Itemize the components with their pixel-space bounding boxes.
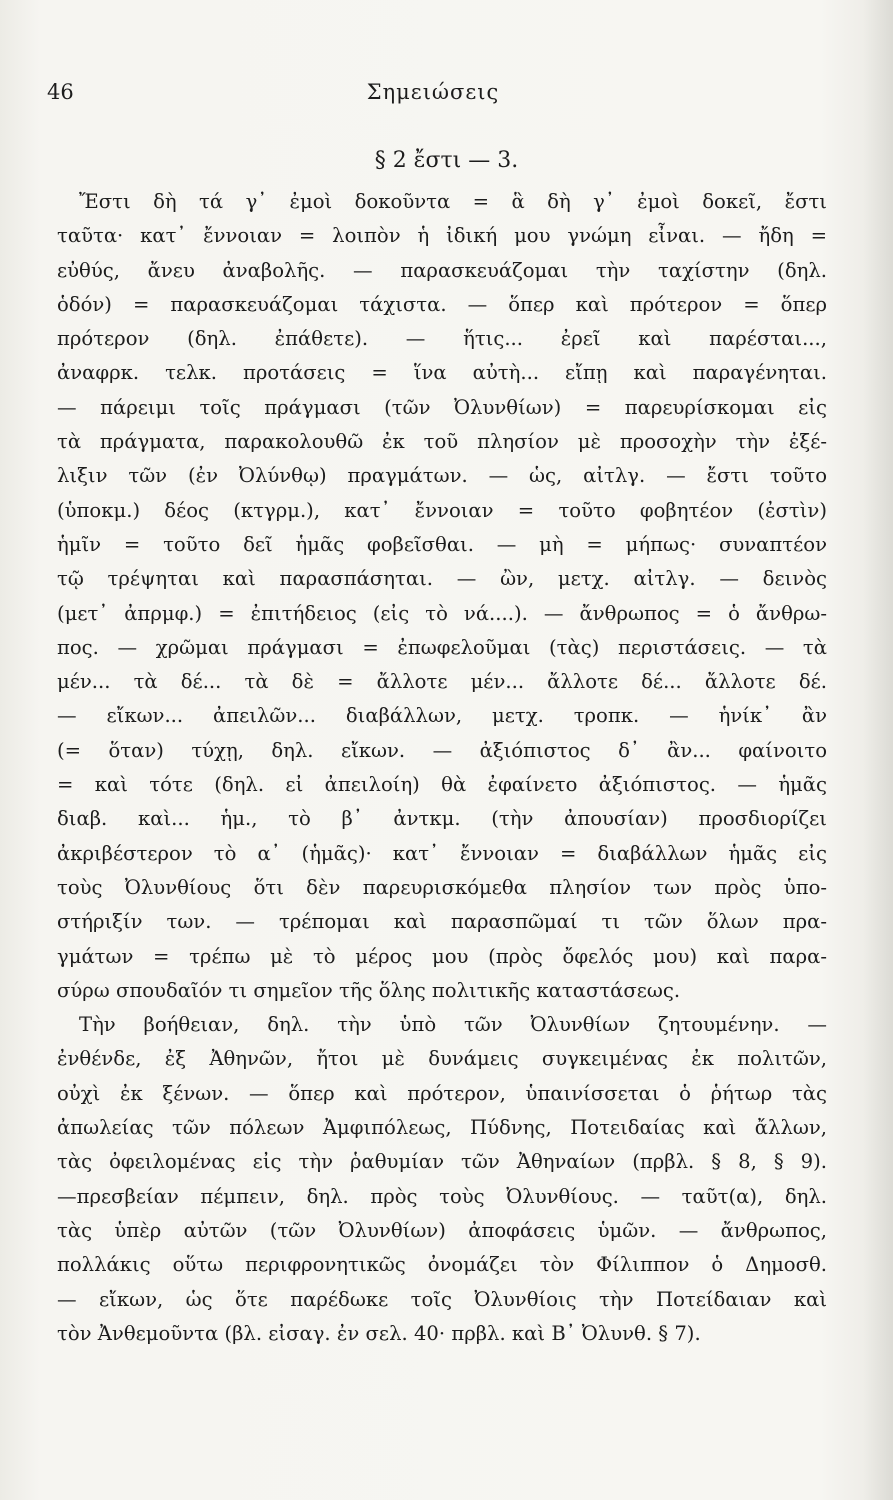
text-line: μέν... τὰ δέ... τὰ δὲ = ἄλλοτε μέν... ἄλλοτε δέ... ἄλλοτε δέ. bbox=[57, 670, 827, 694]
text-line: τοὺς Ὀλυνθίους ὅτι δὲν παρευρισκόμεθα πλησίον των πρὸς ὑπο- bbox=[57, 875, 827, 899]
text-line: — εἴκων, ὡς ὅτε παρέδωκε τοῖς Ὀλυνθίοις τὴν Ποτείδαιαν καὶ bbox=[57, 1287, 827, 1311]
text-line: οὐχὶ ἐκ ξένων. — ὅπερ καὶ πρότερον, ὑπαινίσσεται ὁ ῥήτωρ τὰς bbox=[57, 1081, 827, 1105]
text-line: τὰς ὑπὲρ αὐτῶν (τῶν Ὀλυνθίων) ἀποφάσεις ὑμῶν. — ἄνθρωπος, bbox=[57, 1218, 827, 1242]
text-line: (μετ᾽ ἀπρμφ.) = ἐπιτήδειος (εἰς τὸ νά....). — ἄνθρωπος = ὁ ἄνθρω- bbox=[57, 601, 827, 625]
text-line: (= ὅταν) τύχῃ, δηλ. εἴκων. — ἀξιόπιστος δ᾽ ἂν... φαίνοιτο bbox=[57, 738, 827, 762]
text-line: διαβ. καὶ... ἡμ., τὸ β᾽ ἀντκμ. (τὴν ἀπουσίαν) προσδιορίζει bbox=[57, 807, 827, 831]
text-line: ἀπωλείας τῶν πόλεων Ἀμφιπόλεως, Πύδνης, Ποτειδαίας καὶ ἄλλων, bbox=[57, 1116, 827, 1140]
page-edge-shadow bbox=[863, 0, 893, 1500]
text-line: πος. — χρῶμαι πράγμασι = ἐπωφελοῦμαι (τὰς) περιστάσεις. — τὰ bbox=[57, 635, 827, 659]
text-line: — πάρειμι τοῖς πράγμασι (τῶν Ὀλυνθίων) = παρευρίσκομαι εἰς bbox=[57, 395, 827, 419]
text-line: γμάτων = τρέπω μὲ τὸ μέρος μου (πρὸς ὄφελός μου) καὶ παρα- bbox=[57, 944, 827, 968]
text-line: λιξιν τῶν (ἐν Ὀλύνθῳ) πραγμάτων. — ὡς, αἰτλγ. — ἔστι τοῦτο bbox=[57, 464, 827, 488]
text-line: ἀκριβέστερον τὸ α᾽ (ἡμᾶς)· κατ᾽ ἔννοιαν = διαβάλλων ἡμᾶς εἰς bbox=[57, 841, 827, 865]
text-line: ὁδόν) = παρασκευάζομαι τάχιστα. — ὅπερ καὶ πρότερον = ὅπερ bbox=[57, 292, 827, 316]
text-line: ἀναφρκ. τελκ. προτάσεις = ἵνα αὐτὴ... εἴπῃ καὶ παραγένηται. bbox=[57, 361, 827, 385]
text-line: ἡμῖν = τοῦτο δεῖ ἡμᾶς φοβεῖσθαι. — μὴ = μήπως· συναπτέον bbox=[57, 532, 827, 556]
text-line: —πρεσβείαν πέμπειν, δηλ. πρὸς τοὺς Ὀλυνθίους. — ταῦτ(α), δηλ. bbox=[57, 1184, 827, 1208]
text-line: ἐνθένδε, ἐξ Ἀθηνῶν, ἤτοι μὲ δυνάμεις συγκειμένας ἐκ πολιτῶν, bbox=[57, 1047, 827, 1071]
text-line: τὸν Ἀνθεμοῦντα (βλ. εἰσαγ. ἐν σελ. 40· πρβλ. καὶ Β᾽ Ὀλυνθ. § 7). bbox=[57, 1321, 701, 1345]
text-line: πολλάκις οὕτω περιφρονητικῶς ὀνομάζει τὸν Φίλιππον ὁ Δημοσθ. bbox=[57, 1253, 827, 1277]
text-line: πρότερον (δηλ. ἐπάθετε). — ἥτις... ἐρεῖ καὶ παρέσται..., bbox=[57, 327, 827, 351]
page-number: 46 bbox=[47, 80, 74, 104]
text-line: τῷ τρέψηται καὶ παρασπάσηται. — ὢν, μετχ. αἰτλγ. — δεινὸς bbox=[57, 567, 827, 591]
text-line: στήριξίν των. — τρέπομαι καὶ παρασπῶμαί τι τῶν ὅλων πρα- bbox=[57, 910, 827, 934]
text-line: τὰς ὀφειλομένας εἰς τὴν ῥαθυμίαν τῶν Ἀθηναίων (πρβλ. § 8, § 9). bbox=[57, 1150, 827, 1174]
text-line: εὐθύς, ἄνευ ἀναβολῆς. — παρασκευάζομαι τὴν ταχίστην (δηλ. bbox=[57, 258, 827, 282]
notes-body bbox=[57, 185, 827, 1351]
text-line: Ἔστι δὴ τά γ᾽ ἐμοὶ δοκοῦντα = ἃ δὴ γ᾽ ἐμοὶ δοκεῖ, ἔστι bbox=[79, 190, 827, 213]
text-line: σύρω σπουδαῖόν τι σημεῖον τῆς ὅλης πολιτικῆς καταστάσεως. bbox=[57, 978, 681, 1002]
running-title: Σημειώσεις bbox=[366, 80, 500, 104]
text-line: τὰ πράγματα, παρακολουθῶ ἐκ τοῦ πλησίον μὲ προσοχὴν τὴν ἐξέ- bbox=[57, 430, 827, 454]
text-line: ταῦτα· κατ᾽ ἔννοιαν = λοιπὸν ἡ ἰδική μου γνώμη εἶναι. — ἤδη = bbox=[57, 224, 827, 248]
text-line: — εἴκων... ἀπειλῶν... διαβάλλων, μετχ. τροπκ. — ἡνίκ᾽ ἂν bbox=[57, 704, 827, 728]
section-heading: § 2 ἔστι — 3. bbox=[374, 148, 519, 173]
text-line: Τὴν βοήθειαν, δηλ. τὴν ὑπὸ τῶν Ὀλυνθίων ζητουμένην. — bbox=[79, 1013, 827, 1037]
text-line: (ὑποκμ.) δέος (κτγρμ.), κατ᾽ ἔννοιαν = τοῦτο φοβητέον (ἐστὶν) bbox=[57, 498, 827, 522]
text-line: = καὶ τότε (δηλ. εἰ ἀπειλοίη) θὰ ἐφαίνετο ἀξιόπιστος. — ἡμᾶς bbox=[57, 773, 827, 797]
page-header bbox=[47, 80, 819, 110]
